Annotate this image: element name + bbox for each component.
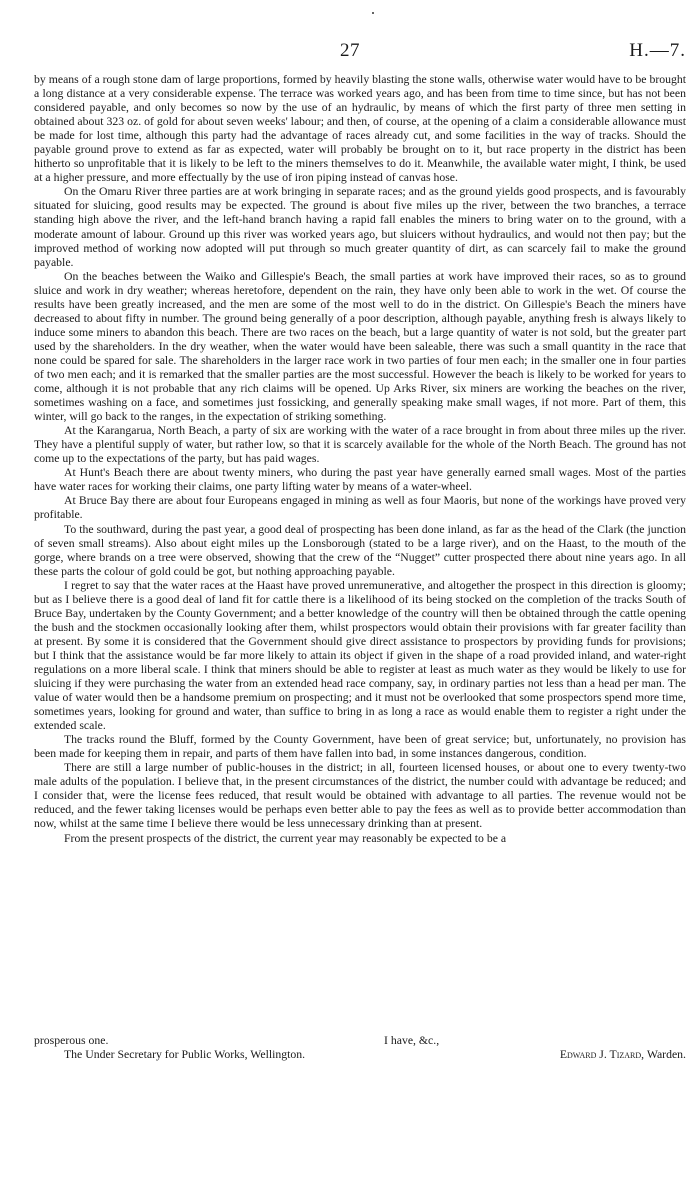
paragraph: At Bruce Bay there are about four Europeans engaged in mining as well as four Maoris, but none of the workings have proved very profitable. bbox=[34, 494, 686, 522]
paragraph: The tracks round the Bluff, formed by the County Government, have been of great service; but, unfortunately, no provision has been made for keeping them in repair, and parts of them have fallen into bad, in some instances dangerous, condition. bbox=[34, 733, 686, 761]
report-body bbox=[34, 73, 686, 846]
signature bbox=[560, 1048, 686, 1062]
paragraph: On the Omaru River three parties are at work bringing in separate races; and as the ground yields good prospects, and is favourably situated for sluicing, good results may be expected. The ground is about five miles up the river, between the two branches, a terrace standing high above the river, and the left-hand branch having a rapid fall enables the miners to bring water on to the ground, with a moderate amount of labour. Ground up this river was worked years ago, but sluicers without hydraulics, and would not then pay; but the improved method of working now adopted will put through so much greater quantity of dirt, as can scarcely fail to make the ground payable. bbox=[34, 185, 686, 269]
paragraph: by means of a rough stone dam of large proportions, formed by heavily blasting the stone walls, otherwise water would have to be brought a long distance at a very considerable expense. The terrace was worked years ago, and has been from time to time since, but has not been considered payable, and only becomes so now by the use of an hydraulic, by means of which the first party of three men setting in obtained about 323 oz. of gold for about seven weeks' labour; and then, of course, at the opening of a claim a considerable allowance must be made for lost time, although this party had the advantage of races already cut, and some facilities in the way of tracks. Should the payable ground prove to extend as far as expected, water will probably be brought on to it, but race property in the district has been hitherto so unprofitable that it is likely to be left to the miners themselves to do it. Meanwhile, the available water might, I think, be used at a higher pressure, and more effectually by the use of iron piping instead of canvas hose. bbox=[34, 73, 686, 185]
page-number: 27 bbox=[340, 40, 360, 61]
paragraph: At Hunt's Beach there are about twenty miners, who during the past year have generally earned small wages. Most of the parties have water races for working their claims, one party lifting water by means of a water-wheel. bbox=[34, 466, 686, 494]
paragraph: From the present prospects of the district, the current year may reasonably be expected to be a bbox=[64, 831, 507, 845]
scan-mark bbox=[372, 12, 374, 14]
paragraph: To the southward, during the past year, a good deal of prospecting has been done inland, as far as the head of the Clark (the junction of seven small streams). Also about eight miles up the Lonsborough (stated to be a large river), and on the Haast, to the mouth of the gorge, where brands on a tree were observed, showing that the crew of the “Nugget” cutter prospected there about nine years ago. In all these parts the colour of gold could be got, but nothing approaching payable. bbox=[34, 522, 686, 578]
signature-name: Edward J. Tizard bbox=[559, 1048, 642, 1061]
addressee: The Under Secretary for Public Works, Wellington. bbox=[64, 1048, 306, 1061]
signature-title: , Warden. bbox=[641, 1048, 686, 1061]
paragraph: At the Karangarua, North Beach, a party of six are working with the water of a race brought in from about three miles up the river. They have a plentiful supply of water, but rather low, so that it is scarcely available for the whole of the North Beach. The ground has not come up to the expectations of the party, but has paid wages. bbox=[34, 424, 686, 466]
paragraph: I regret to say that the water races at the Haast have proved unremunerative, and altogether the prospect in this direction is gloomy; but as I believe there is a good deal of land fit for cattle there is a likelihood of its being stocked on the completion of the tracks South of Bruce Bay, undertaken by the County Government; and a better knowledge of the country will then be obtained through the cattle opening the bush and the stockmen occasionally looking after them, whilst prospectors would obtain their provisions with far greater facility than at present. By some it is considered that the Government should give direct assistance to prospectors by providing funds for provisions; but I think that the assistance would be far more likely to attain its object if given in the shape of a road provided inland, and water-right regulations on a more liberal scale. I think that miners should be able to register at least as much water as they would be likely to use for sluicing if they were purchasing the water from an extended head race company, say, in ordinary parties not less than a head per man. The value of water would then be a handsome premium on prospecting; and it must not be overlooked that some prospectors spend more time, sometimes years, looking for ground and water, than suffice to bring in as long a race as would enable them to register a right under the extended scale. bbox=[34, 578, 686, 733]
paragraph: On the beaches between the Waiko and Gillespie's Beach, the small parties at work have improved their races, so as to ground sluice and work in dry weather; whereas heretofore, dependent on the rain, they have only been able to work in the wet. Of course the results have been greatly increased, and the men are some of the most well to do in the district. On Gillespie's Beach the miners have decreased to about fifty in number. The ground being generally of a poor description, although payable, anything fresh is always likely to induce some miners to abandon this beach. There are two races on the beach, but a large quantity of water is not sold, but the greater part used by the shareholders. In the dry weather, when the water would have been saleable, there was such a small quantity in the race that none could be spared for sale. The shareholders in the larger race work in two parties of four men each; in the smaller one in four parties of two men each; and it is remarked that the smaller parties are the most successful. However the beach is likely to be worked for years to come, although it is not probable that any rich claims will be opened. Up Arks River, six miners are working the beaches on the river, sometimes washing on a face, and sometimes just fossicking, and generally speaking make small wages, if not more. Part of them, this winter, will go back to the ranges, in the expectation of striking something. bbox=[34, 269, 686, 424]
closing-text: prosperous one. bbox=[34, 1034, 109, 1047]
page-header bbox=[34, 40, 686, 66]
salutation: I have, &c., bbox=[384, 1034, 440, 1047]
paragraph: There are still a large number of public-houses in the district; in all, fourteen licensed houses, or about one to every twenty-two male adults of the population. I believe that, in the present circumstances of the district, the number could with advantage be reduced; and I consider that, were the license fees reduced, that result would be obtained with advantage to all parties. The revenue would not be reduced, and the fewer taking licenses would be perhaps even better able to pay the fees as well as to provide better accommodation than now, whilst at the same time I believe there would be less unnecessary drinking than at present. bbox=[34, 761, 686, 831]
document-reference: H.—7. bbox=[629, 40, 686, 61]
